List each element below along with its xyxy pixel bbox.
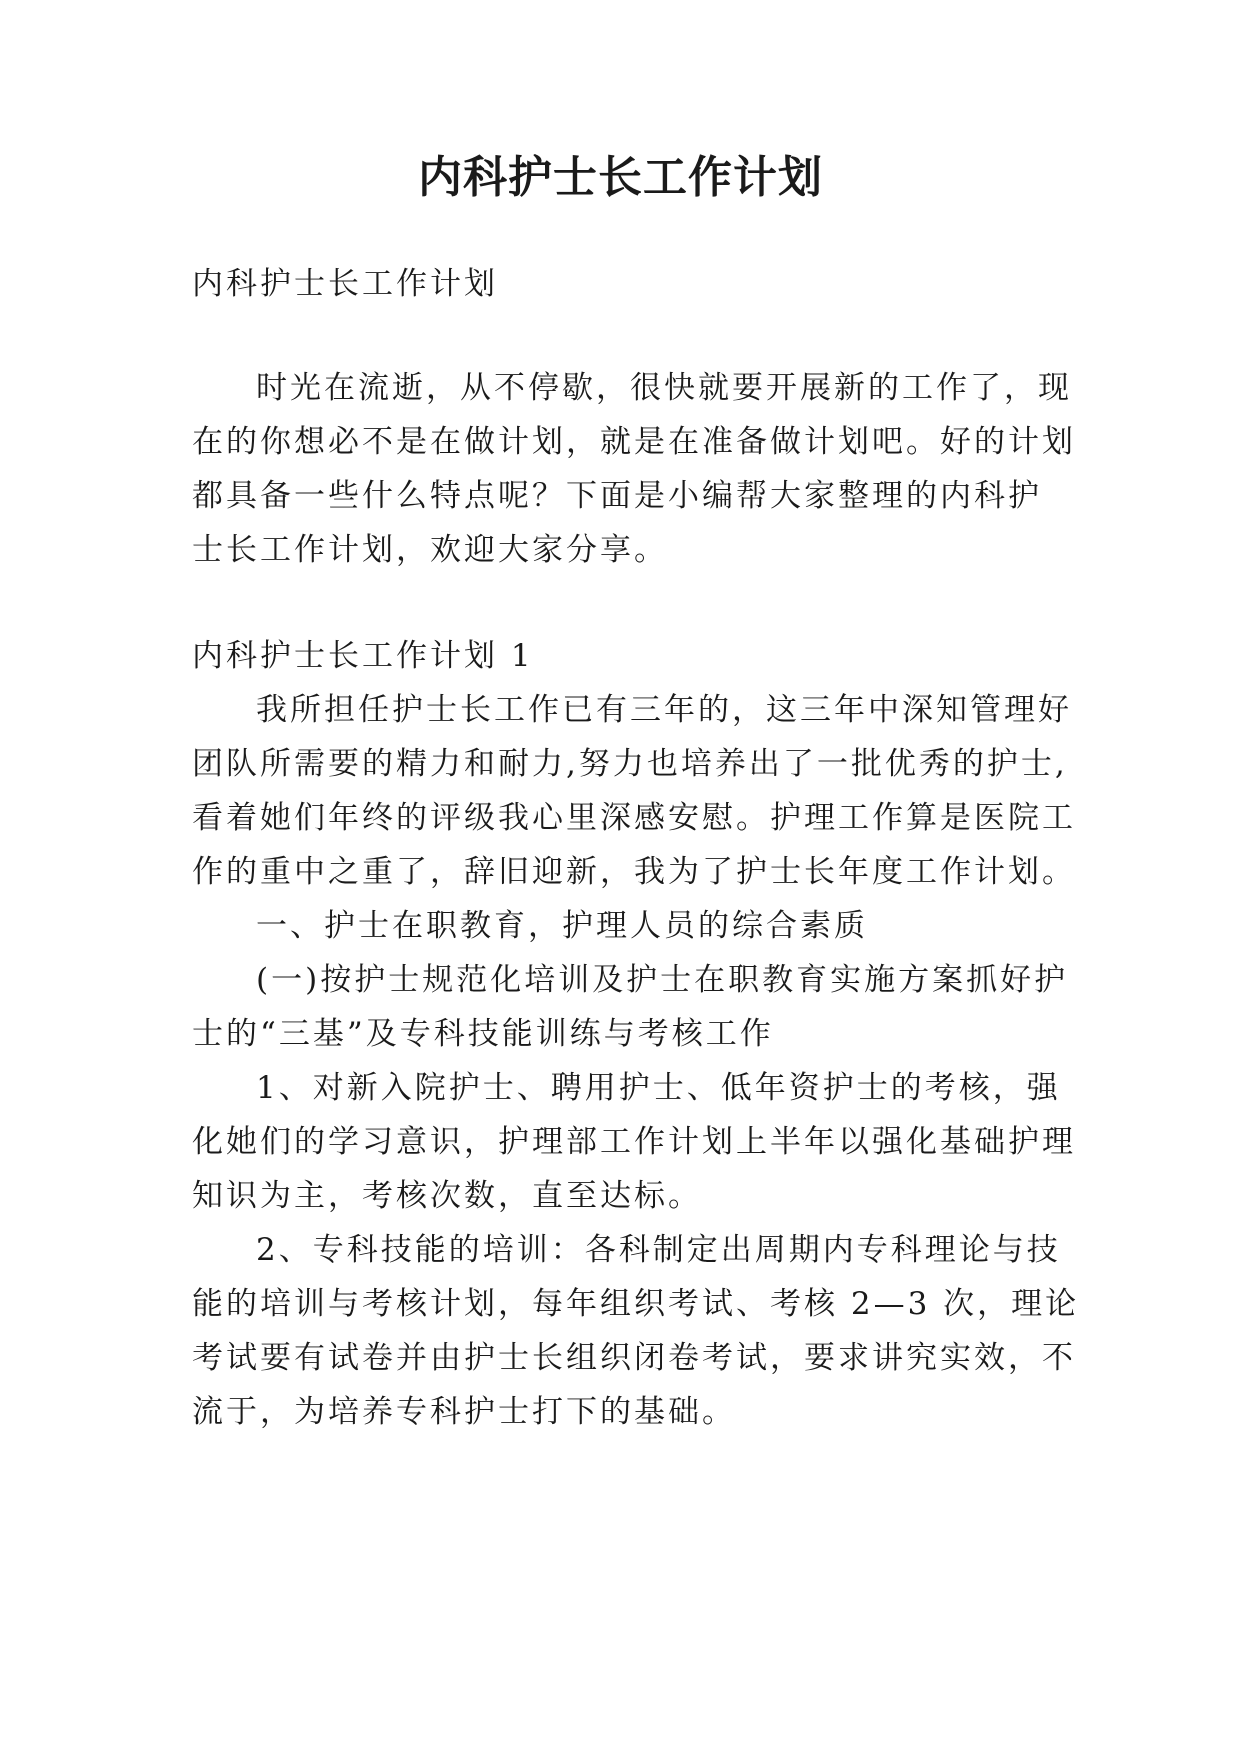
document-subtitle: 内科护士长工作计划 [192, 266, 498, 302]
body-line: 看着她们年终的评级我心里深感安慰。护理工作算是医院工 [192, 800, 1076, 836]
body-line: 1、对新入院护士、聘用护士、低年资护士的考核，强 [256, 1070, 1061, 1106]
intro-line: 时光在流逝，从不停歇，很快就要开展新的工作了，现 [256, 370, 1072, 406]
body-line: 考试要有试卷并由护士长组织闭卷考试，要求讲究实效，不 [192, 1340, 1076, 1376]
body-line: 能的培训与考核计划，每年组织考试、考核 2—3 次，理论 [192, 1286, 1080, 1322]
document-title: 内科护士长工作计划 [418, 152, 823, 203]
intro-line: 在的你想必不是在做计划，就是在准备做计划吧。好的计划 [192, 424, 1076, 460]
body-line: 流于，为培养专科护士打下的基础。 [192, 1394, 736, 1430]
body-line: 团队所需要的精力和耐力,努力也培养出了一批优秀的护士, [192, 746, 1068, 782]
body-line: 一、护士在职教育，护理人员的综合素质 [256, 908, 868, 944]
body-line: 作的重中之重了，辞旧迎新，我为了护士长年度工作计划。 [192, 854, 1076, 890]
section-heading: 内科护士长工作计划 1 [192, 638, 534, 674]
body-line: 2、专科技能的培训：各科制定出周期内专科理论与技 [256, 1232, 1061, 1268]
body-line: (一)按护士规范化培训及护士在职教育实施方案抓好护 [256, 962, 1069, 998]
body-line: 我所担任护士长工作已有三年的，这三年中深知管理好 [256, 692, 1072, 728]
intro-line: 士长工作计划，欢迎大家分享。 [192, 532, 668, 568]
intro-line: 都具备一些什么特点呢？下面是小编帮大家整理的内科护 [192, 478, 1042, 514]
body-line: 化她们的学习意识，护理部工作计划上半年以强化基础护理 [192, 1124, 1076, 1160]
body-line: 知识为主，考核次数，直至达标。 [192, 1178, 702, 1214]
body-line: 士的“三基”及专科技能训练与考核工作 [192, 1016, 774, 1052]
